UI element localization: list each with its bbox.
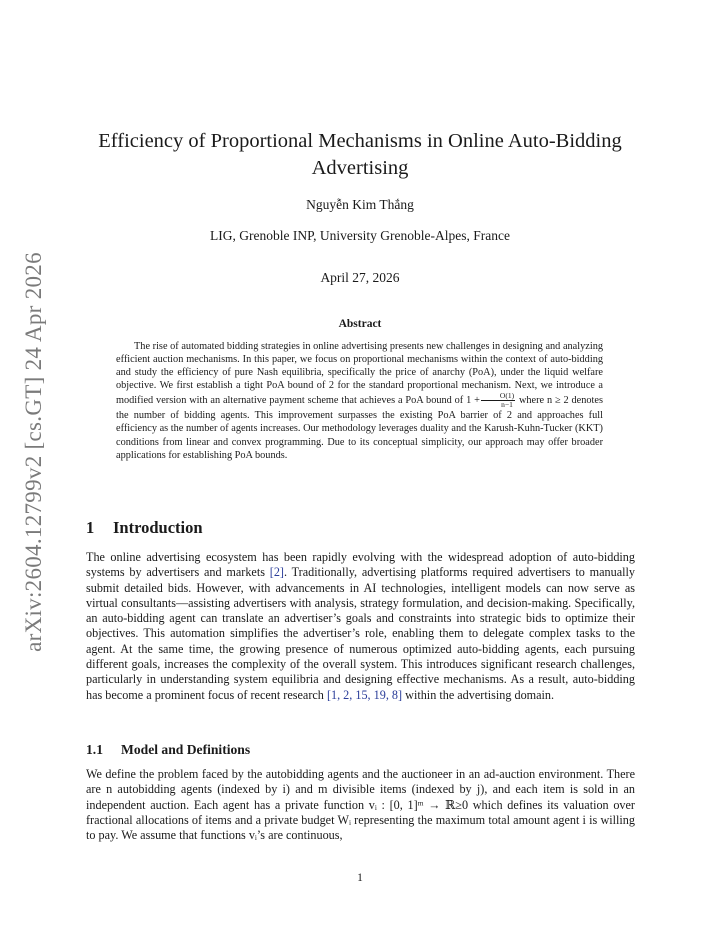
abstract-fraction <box>481 392 515 409</box>
abstract-text-b: where n ≥ 2 denotes the number of bidding agents. This improvement surpasses the existing PoA barrier of 2 and approaches full efficiency as the number of agents increases. Our methodology leverages duality and the Karush-Kuhn-Tucker (KKT) conditions from linear and convex programming. Due to its conceptual simplicity, our approach may offer broader applications for establishing PoA bounds. <box>116 395 603 461</box>
author-affiliation: LIG, Grenoble INP, University Grenoble-Alpes, France <box>210 228 510 243</box>
paper-date: April 27, 2026 <box>320 270 400 285</box>
subsection-heading-model <box>86 742 250 758</box>
arxiv-sidebar <box>12 252 56 652</box>
citation-link-2[interactable]: [2] <box>269 565 284 580</box>
model-paragraph: We define the problem faced by the autobidding agents and the auctioneer in an ad-auction environment. There are n autobidding agents (indexed by i) and m divisible items (indexed by j), and each item is sold in an independent auction. Each agent has a private function vᵢ : [0, 1]ᵐ → ℝ≥0 which defines its valuation over fractional allocations of items and a private budget Wᵢ representing the maximum total amount agent i is willing to pay. We assume that functions vᵢ’s are continuous, <box>86 767 635 843</box>
intro-text-a: The online advertising ecosystem has been rapidly evolving with the widespread adoption of auto-bidding systems by advertisers and markets <box>86 550 635 580</box>
abstract-body <box>116 340 603 462</box>
intro-text-b: . Traditionally, advertising platforms required advertisers to manually submit detailed bids. However, with advancements in AI technologies, intelligent models can now serve as virtual consultants—assisting advertisers with analysis, strategy formulation, and decision-making. Specifically, an auto-bidding agent can translate an advertiser’s goals and constraints into strategic bids to optimize their objectives. This automation simplifies the advertiser’s role, enabling them to delegate complex tasks to the agent. At the same time, the growing presence of numerous optimized auto-bidding agents, each pursuing different goals, increases the complexity of the overall system. This introduces significant research challenges, particularly in understanding system equilibria and designing effective mechanisms. As a result, auto-bidding has become a prominent focus of recent research <box>86 565 635 702</box>
arxiv-identifier[interactable]: arXiv:2604.12799v2 [cs.GT] 24 Apr 2026 <box>21 252 46 652</box>
citation-link-group[interactable]: [1, 2, 15, 19, 8] <box>326 687 403 702</box>
author-name: Nguyễn Kim Thắng <box>306 197 414 212</box>
subsection-number: 1.1 <box>86 742 103 757</box>
paper-title: Efficiency of Proportional Mechanisms in Online Auto-Bidding Advertising <box>98 130 622 179</box>
introduction-paragraph <box>86 550 635 703</box>
section-heading-introduction <box>86 518 203 538</box>
fraction-numerator: O(1) <box>481 392 515 401</box>
fraction-denominator: n−1 <box>501 400 513 410</box>
abstract-heading: Abstract <box>338 318 382 330</box>
section-number: 1 <box>86 518 95 537</box>
intro-text-c: within the advertising domain. <box>402 687 555 702</box>
page-number: 1 <box>357 872 363 884</box>
abstract-text-a: The rise of automated bidding strategies in online advertising presents new challenges in designing and analyzing efficient auction mechanisms. In this paper, we focus on proportional mechanisms within the context of auto-bidding and study the efficiency of pure Nash equilibria, specifically the price of anarchy (PoA), under the liquid welfare objective. We first establish a tight PoA bound of 2 for the standard proportional mechanism. Next, we introduce a modified version with an alternative payment scheme that achieves a PoA bound of 1 + <box>116 341 603 407</box>
section-title: Introduction <box>113 518 203 537</box>
subsection-title: Model and Definitions <box>121 742 251 757</box>
